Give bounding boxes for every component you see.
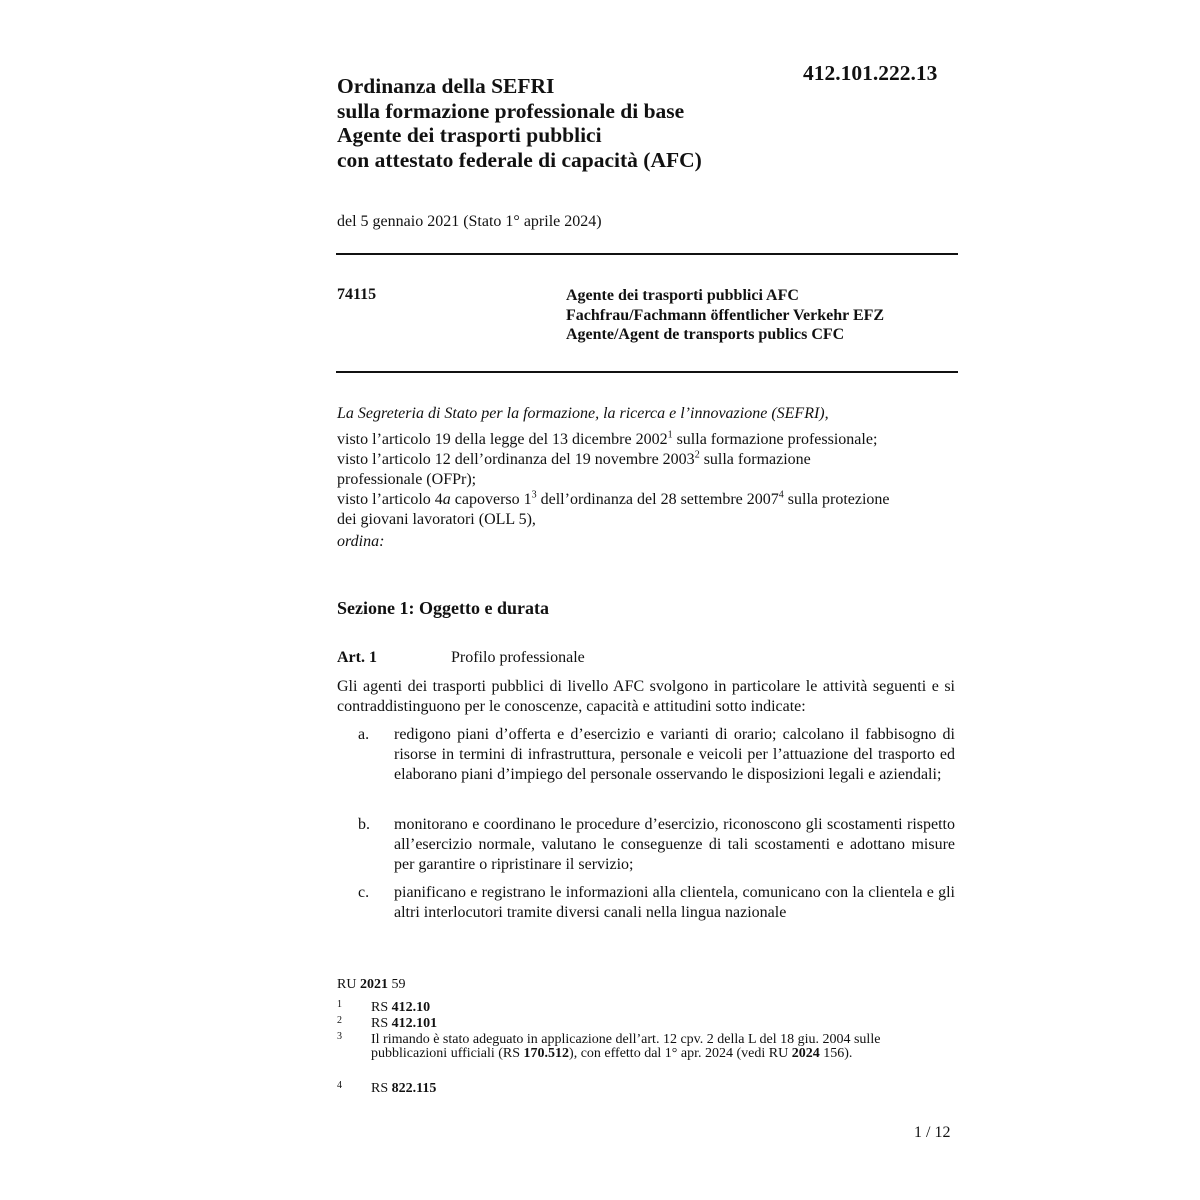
article-title: Profilo professionale [451, 649, 585, 666]
profession-name: Agente/Agent de transports publics CFC [566, 326, 845, 343]
official-compilation-ref: RU 2021 59 [337, 977, 406, 992]
footnote-ref-4[interactable]: 4 [778, 489, 784, 501]
divider-top [336, 253, 958, 255]
profession-names [566, 286, 884, 345]
title-line: Ordinanza della SEFRI [337, 74, 555, 98]
footnote-number: 2 [337, 1015, 342, 1026]
page-number: 1 / 12 [914, 1124, 951, 1141]
footnote-ref-2[interactable]: 2 [694, 449, 700, 461]
preamble-line-3: visto l’articolo 4a capoverso $1^3$ dell’ordinanza del 28 settembre 2007$^4$ sulla protezione dei giovani lavoratori (OLL 5), [337, 489, 890, 528]
footnote-ref-1[interactable]: 1 [667, 429, 673, 441]
list-item-text: pianificano e registrano le informazioni alla clientela, comunicano con la clientela e gli altri interlocutori tramite diversi canali nella lingua nazionale [394, 884, 955, 921]
document-title [337, 74, 787, 172]
footnote-number: 1 [337, 999, 342, 1010]
footnote-ref-3[interactable]: 3 [531, 489, 537, 501]
title-line: sulla formazione professionale di base [337, 98, 685, 123]
footnote-number: 4 [337, 1080, 342, 1091]
preamble-ordina: ordina: [337, 533, 385, 550]
article-label: Art. 1 [337, 649, 377, 666]
list-item-text: monitorano e coordinano le procedure d’esercizio, riconoscono gli scostamenti rispetto all’esercizio normale, valutano le conseguenze di tali scostamenti e adottano misure per garantire o ripristinare il servizio; [394, 816, 955, 873]
list-item-letter: b. [358, 816, 370, 833]
list-item-text: redigono piani d’offerta e d’esercizio e varianti di orario; calcolano il fabbisogno di risorse in termini di infrastruttura, personale e veicoli per l’attuazione del trasporto ed elaborano piani d’impiego del personale osservando le disposizioni legali e aziendali; [394, 726, 955, 783]
article-intro: Gli agenti dei trasporti pubblici di livello AFC svolgono in particolare le attività seguenti e si contraddistinguono per le conoscenze, capacità e attitudini sotto indicate: [337, 678, 955, 715]
section-title: Sezione 1: Oggetto e durata [337, 598, 549, 618]
list-item-letter: c. [358, 884, 370, 901]
sr-number: 412.101.222.13 [803, 61, 938, 85]
date-line: del 5 gennaio 2021 (Stato 1° aprile 2024) [337, 213, 602, 230]
profession-name: Agente dei trasporti pubblici AFC [566, 287, 799, 304]
divider-bottom [336, 371, 958, 373]
profession-name: Fachfrau/Fachmann öffentlicher Verkehr EFZ [566, 306, 885, 324]
footnote-number: 3 [337, 1031, 342, 1042]
list-item-letter: a. [358, 726, 370, 743]
preamble-line-1: visto l’articolo 19 della legge del 13 dicembre 2002$^1$ sulla formazione professionale; [337, 429, 878, 448]
title-line: con attestato federale di capacità (AFC) [337, 147, 702, 172]
preamble [337, 404, 962, 552]
profession-code: 74115 [337, 286, 377, 303]
title-line: Agente dei trasporti pubblici [337, 123, 602, 147]
preamble-line-2: visto l’articolo 12 dell’ordinanza del 19 novembre 2003$^2$ sulla formazione professionale (OFPr); [337, 449, 811, 488]
preamble-authority: La Segreteria di Stato per la formazione, la ricerca e l’innovazione (SEFRI), [337, 405, 829, 422]
